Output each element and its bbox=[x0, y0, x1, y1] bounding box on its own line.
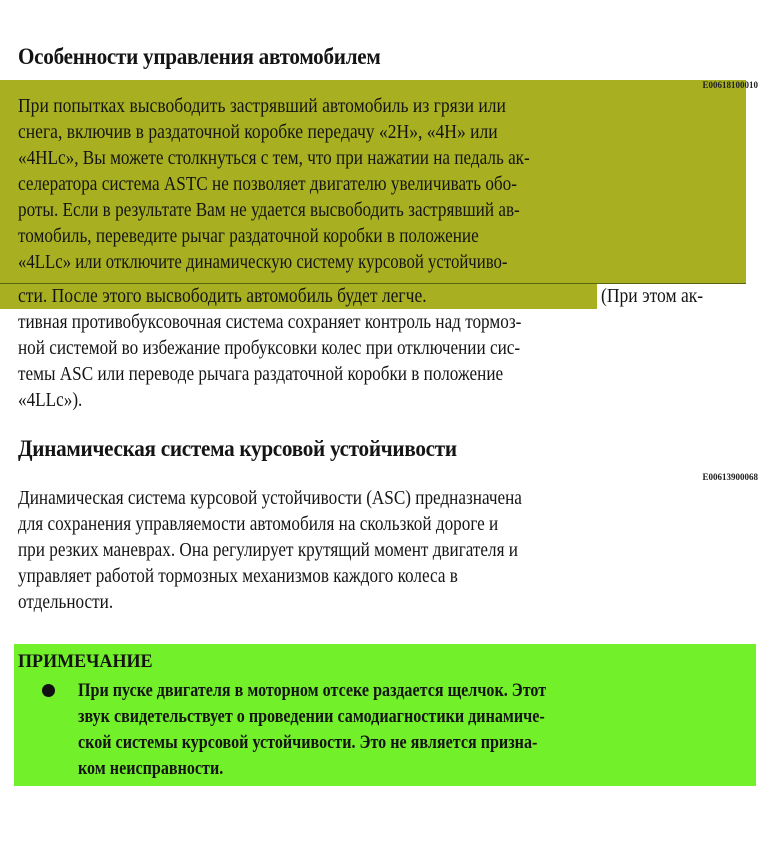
paragraph-line: ной системой во избежание пробуксовки колес при отключении сис- bbox=[18, 338, 521, 359]
paragraph-line: «4LLc» или отключите динамическую систему курсовой устойчиво- bbox=[18, 252, 508, 273]
paragraph-line: управляет работой тормозных механизмов каждого колеса в bbox=[18, 566, 458, 587]
note-line: При пуске двигателя в моторном отсеке раздается щелчок. Этот bbox=[78, 681, 547, 701]
note-line: ской системы курсовой устойчивости. Это не является призна- bbox=[78, 733, 538, 753]
paragraph-line: снега, включив в раздаточной коробке передачу «2H», «4H» или bbox=[18, 122, 498, 143]
paragraph-line: селератора система ASTC не позволяет двигателю увеличивать обо- bbox=[18, 174, 517, 195]
section-title-driving-features: Особенности управления автомобилем bbox=[18, 44, 381, 69]
note-title: ПРИМЕЧАНИЕ bbox=[18, 651, 153, 672]
note-line: звук свидетельствует о проведении самодиагностики динамиче- bbox=[78, 707, 545, 727]
section-code: E00613900068 bbox=[702, 472, 758, 482]
paragraph-line-highlighted: сти. После этого высвободить автомобиль будет легче. bbox=[18, 286, 427, 307]
paragraph-line: При попытках высвободить застрявший автомобиль из грязи или bbox=[18, 96, 506, 117]
section-code: E00618100010 bbox=[702, 80, 758, 90]
note-line: ком неисправности. bbox=[78, 759, 224, 779]
paragraph-line-rest: (При этом ак- bbox=[601, 286, 704, 307]
paragraph-line: тивная противобуксовочная система сохраняет контроль над тормоз- bbox=[18, 312, 522, 333]
paragraph-line: Динамическая система курсовой устойчивости (ASC) предназначена bbox=[18, 488, 522, 509]
paragraph-line: «4LLc»). bbox=[18, 390, 83, 411]
paragraph-line: «4HLc», Вы можете столкнуться с тем, что при нажатии на педаль ак- bbox=[18, 148, 530, 169]
highlight-divider bbox=[0, 283, 746, 284]
paragraph-line: отдельности. bbox=[18, 592, 114, 613]
section-title-asc: Динамическая система курсовой устойчивости bbox=[18, 436, 457, 461]
bullet-icon bbox=[42, 684, 55, 697]
paragraph-line: темы ASC или переводе рычага раздаточной коробки в положение bbox=[18, 364, 504, 385]
paragraph-line: томобиль, переведите рычаг раздаточной коробки в положение bbox=[18, 226, 479, 247]
paragraph-line: роты. Если в результате Вам не удается высвободить застрявший ав- bbox=[18, 200, 520, 221]
paragraph-line: при резких маневрах. Она регулирует крутящий момент двигателя и bbox=[18, 540, 518, 561]
paragraph-line: для сохранения управляемости автомобиля на скользкой дороге и bbox=[18, 514, 499, 535]
